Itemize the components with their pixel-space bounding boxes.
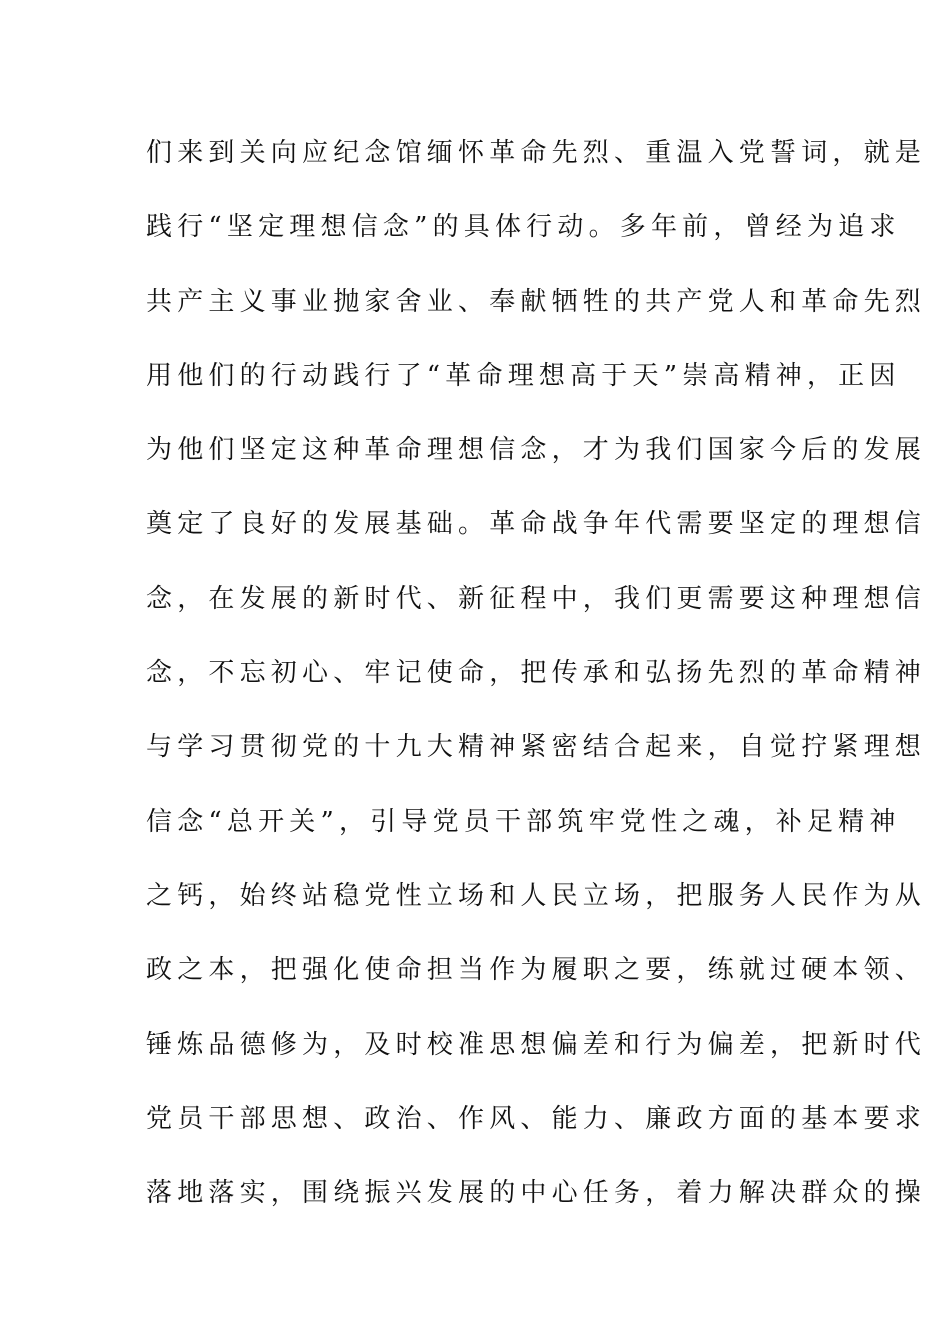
text-line: 党员干部思想、政治、作风、能力、廉政方面的基本要求 xyxy=(146,1103,927,1134)
text-line: 念，不忘初心、牢记使命，把传承和弘扬先烈的革命精神 xyxy=(146,658,927,689)
text-line: 与学习贯彻党的十九大精神紧密结合起来，自觉拧紧理想 xyxy=(146,732,927,763)
text-line: 落地落实，围绕振兴发展的中心任务，着力解决群众的操 xyxy=(146,1178,927,1209)
text-line: 共产主义事业抛家舍业、奉献牺牲的共产党人和革命先烈 xyxy=(146,286,927,317)
text-line: 锤炼品德修为，及时校准思想偏差和行为偏差，把新时代 xyxy=(146,1029,927,1060)
text-line: 政之本，把强化使命担当作为履职之要，练就过硬本领、 xyxy=(146,955,927,986)
text-line: 践行“坚定理想信念”的具体行动。多年前，曾经为追求 xyxy=(146,212,901,243)
text-line: 奠定了良好的发展基础。革命战争年代需要坚定的理想信 xyxy=(146,509,927,540)
text-line: 们来到关向应纪念馆缅怀革命先烈、重温入党誓词，就是 xyxy=(146,138,927,168)
text-line: 念，在发展的新时代、新征程中，我们更需要这种理想信 xyxy=(146,583,927,614)
body-paragraph xyxy=(146,128,927,1242)
text-line: 用他们的行动践行了“革命理想高于天”崇高精神，正因 xyxy=(146,360,901,391)
text-line: 信念“总开关”，引导党员干部筑牢党性之魂，补足精神 xyxy=(146,806,901,837)
text-line: 之钙，始终站稳党性立场和人民立场，把服务人民作为从 xyxy=(146,880,927,911)
text-line: 为他们坚定这种革命理想信念，才为我们国家今后的发展 xyxy=(146,435,927,466)
